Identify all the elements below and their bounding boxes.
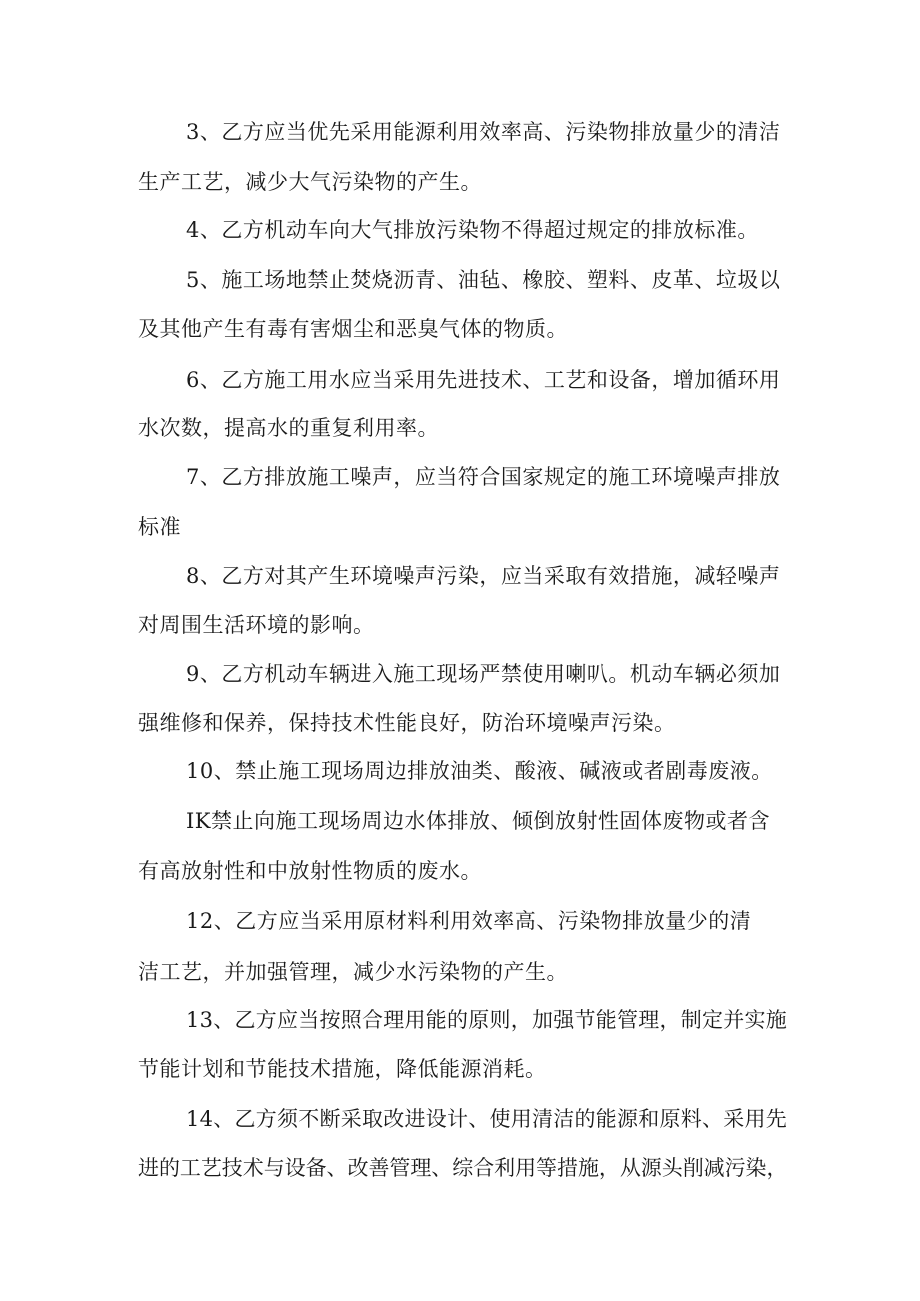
paragraph-7-line-1: 7、乙方排放施工噪声，应当符合国家规定的施工环境噪声排放 — [186, 465, 781, 489]
paragraph-5-line-1: 5、施工场地禁止焚烧沥青、油毡、橡胶、塑料、皮革、垃圾以 — [186, 268, 781, 292]
paragraph-14-line-2: 进的工艺技术与设备、改善管理、综合利用等措施，从源头削减污染， — [138, 1156, 788, 1180]
paragraph-13-line-1: 13、乙方应当按照合理用能的原则，加强节能管理，制定并实施 — [186, 1008, 787, 1032]
paragraph-11-line-1: IK禁止向施工现场周边水体排放、倾倒放射性固体废物或者含 — [186, 809, 770, 833]
paragraph-12-line-2: 洁工艺，并加强管理，减少水污染物的产生。 — [138, 960, 568, 984]
paragraph-12-line-1: 12、乙方应当采用原材料利用效率高、污染物排放量少的清 — [186, 909, 752, 933]
paragraph-3-line-2: 生产工艺，减少大气污染物的产生。 — [138, 170, 482, 194]
paragraph-8-line-1: 8、乙方对其产生环境噪声污染，应当采取有效措施，减轻噪声 — [186, 564, 781, 588]
paragraph-7-line-2: 标准 — [138, 515, 181, 539]
paragraph-6-line-1: 6、乙方施工用水应当采用先进技术、工艺和设备，增加循环用 — [186, 368, 781, 392]
paragraph-14-line-1: 14、乙方须不断采取改进设计、使用清洁的能源和原料、采用先 — [186, 1107, 787, 1131]
paragraph-6-line-2: 水次数，提高水的重复利用率。 — [138, 416, 439, 440]
paragraph-4-line-1: 4、乙方机动车向大气排放污染物不得超过规定的排放标准。 — [186, 218, 759, 242]
paragraph-8-line-2: 对周围生活环境的影响。 — [138, 613, 375, 637]
paragraph-9-line-1: 9、乙方机动车辆进入施工现场严禁使用喇叭。机动车辆必须加 — [186, 662, 781, 686]
paragraph-13-line-2: 节能计划和节能技术措施，降低能源消耗。 — [138, 1057, 547, 1081]
paragraph-3-line-1: 3、乙方应当优先采用能源利用效率高、污染物排放量少的清洁 — [186, 120, 781, 144]
paragraph-5-line-2: 及其他产生有毒有害烟尘和恶臭气体的物质。 — [138, 317, 568, 341]
paragraph-10-line-1: 10、禁止施工现场周边排放油类、酸液、碱液或者剧毒废液。 — [186, 759, 773, 783]
paragraph-9-line-2: 强维修和保养，保持技术性能良好，防治环境噪声污染。 — [138, 711, 676, 735]
paragraph-11-line-2: 有高放射性和中放射性物质的废水。 — [138, 859, 482, 883]
